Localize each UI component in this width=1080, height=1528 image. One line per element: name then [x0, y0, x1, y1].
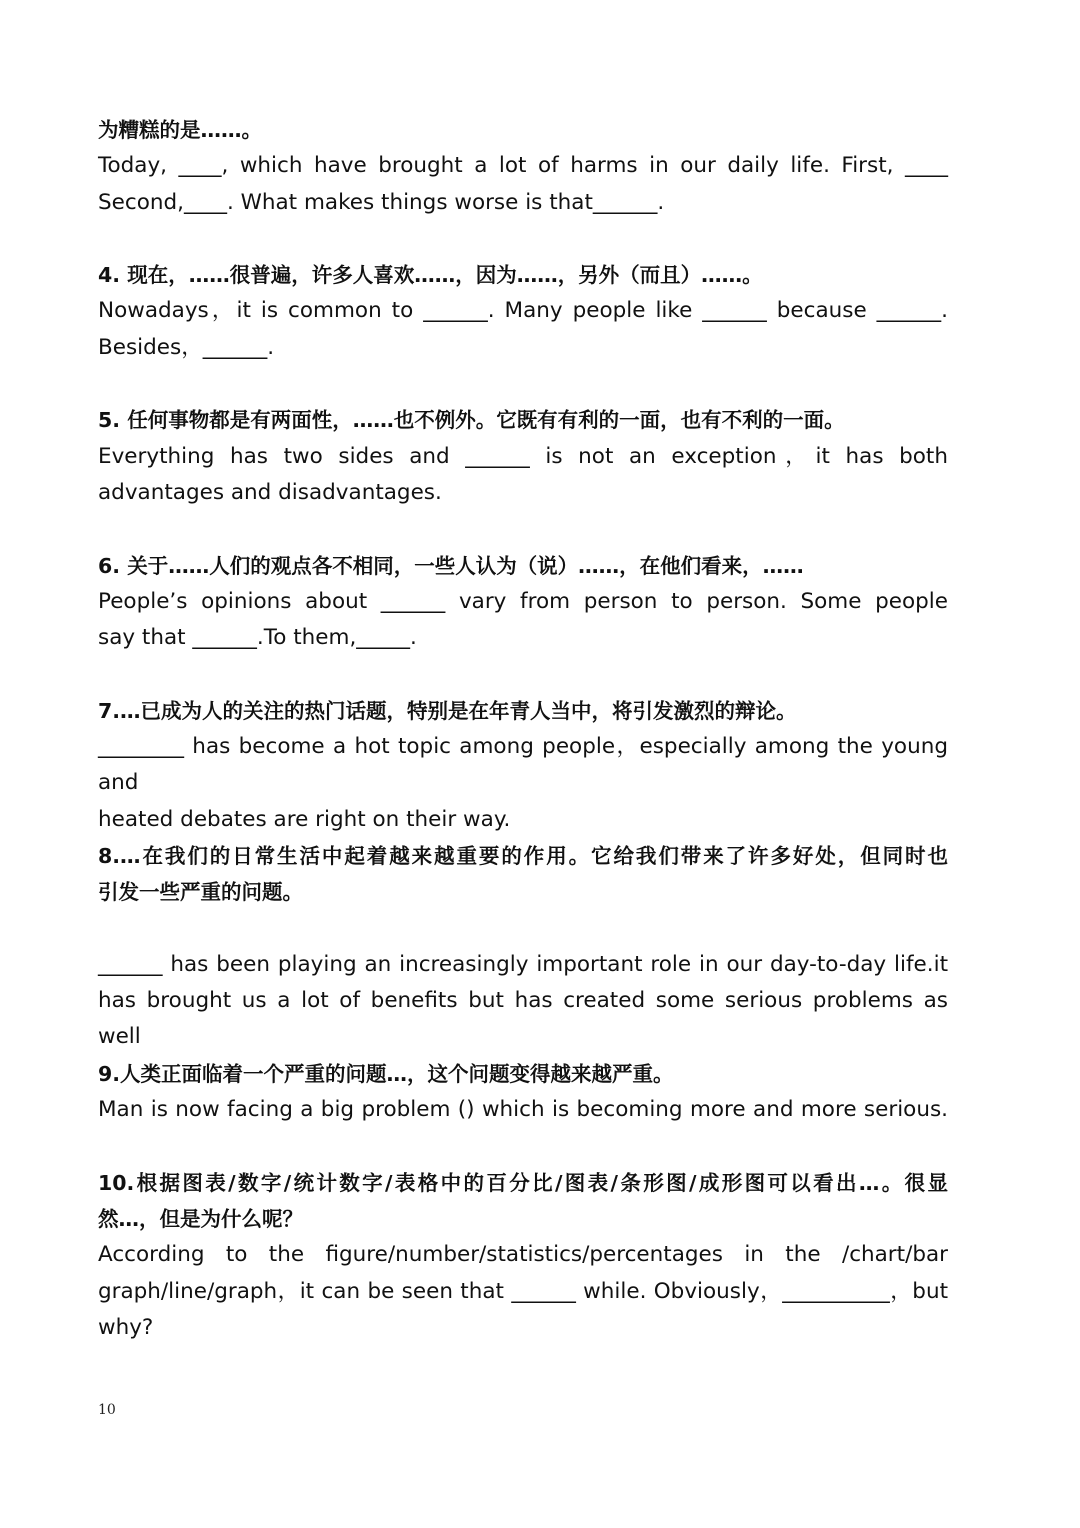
text-line-en: Today, ____, which have brought a lot of harms in our daily life. First, ____: [98, 153, 948, 179]
section-10-heading-cont: 然…，但是为什么呢？: [98, 1206, 303, 1231]
text-line-en: ______ has been playing an increasingly important role in our day-to-day life.it: [98, 951, 948, 977]
text-line-en: why?: [98, 1314, 154, 1340]
text-line-en: well: [98, 1024, 141, 1050]
paragraph-gap: [98, 366, 948, 402]
text-line-en: has brought us a lot of benefits but has created some serious problems as: [98, 988, 948, 1014]
text-line-en: heated debates are right on their way.: [98, 806, 511, 832]
text-line-en: advantages and disadvantages.: [98, 479, 442, 505]
section-7-heading: 7.…已成为人的关注的热门话题，特别是在年青人当中，将引发激烈的辩论。: [98, 698, 797, 723]
text-line-en: According to the figure/number/statistics/percentages in the /chart/bar: [98, 1242, 948, 1268]
section-10-heading: 10.根据图表/数字/统计数字/表格中的百分比/图表/条形图/成形图可以看出…。很显: [98, 1170, 948, 1195]
text-line-en: Nowadays，it is common to ______. Many people like ______ because ______.: [98, 298, 948, 324]
section-8-heading: 8.…在我们的日常生活中起着越来越重要的作用。它给我们带来了许多好处，但同时也: [98, 843, 948, 868]
text-line-en: say that ______.To them,_____.: [98, 625, 417, 651]
section-5-heading: 5. 任何事物都是有两面性，……也不例外。它既有有利的一面，也有不利的一面。: [98, 408, 845, 433]
text-line-en: and: [98, 770, 139, 796]
section-8-heading-cont: 引发一些严重的问题。: [98, 880, 303, 905]
section-6-heading: 6. 关于……人们的观点各不相同，一些人认为（说）……，在他们看来，……: [98, 553, 804, 578]
document-body: [98, 112, 948, 1346]
text-line-en: Everything has two sides and ______ is not an exception，it has both: [98, 443, 948, 469]
paragraph-gap: [98, 1128, 948, 1164]
section-4-heading: 4. 现在，……很普遍，许多人喜欢……，因为……，另外（而且）……。: [98, 263, 763, 288]
section-9-heading: 9.人类正面临着一个严重的问题…，这个问题变得越来越严重。: [98, 1061, 674, 1086]
text-line-en: ________ has become a hot topic among people，especially among the young: [98, 734, 948, 760]
paragraph-gap: [98, 656, 948, 692]
text-line-en: Man is now facing a big problem () which is becoming more and more serious.: [98, 1097, 948, 1123]
paragraph-gap: [98, 511, 948, 547]
text-line-en: Second,____. What makes things worse is that______.: [98, 189, 665, 215]
paragraph-gap: [98, 911, 948, 947]
text-line-en: graph/line/graph，it can be seen that ______ while. Obviously，__________，but: [98, 1278, 948, 1304]
text-line-cn-heading: 为糟糕的是……。: [98, 118, 262, 142]
paragraph-gap: [98, 221, 948, 257]
page-number: 10: [98, 1402, 116, 1418]
text-line-en: People’s opinions about ______ vary from person to person. Some people: [98, 588, 948, 614]
text-line-en: Besides，______.: [98, 334, 275, 360]
